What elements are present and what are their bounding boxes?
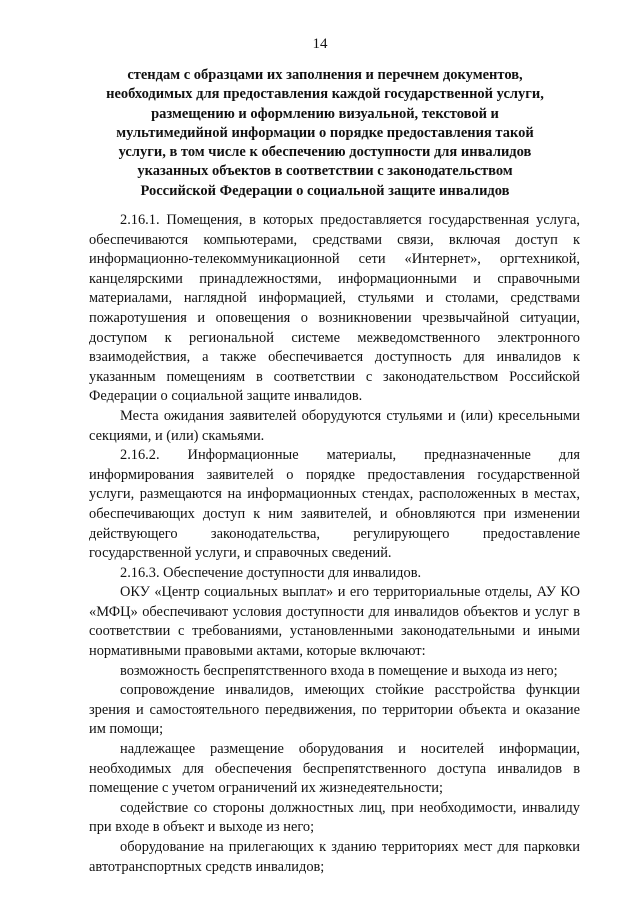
list-item-entrance: возможность беспрепятственного входа в помещение и выхода из него;	[120, 662, 558, 679]
page-number: 14	[312, 36, 328, 52]
paragraph-accessibility-conditions: ОКУ «Центр социальных выплат» и его территориальные отделы, АУ КО «МФЦ» обеспечивают условия доступности для инвалидов объектов и услуг в соответствии с требованиями, установленными законодательными и иными нормативными правовыми актами, которые включают:	[89, 584, 580, 660]
section-heading: стендам с образцами их заполнения и перечнем документов, необходимых для предоставления каждой государственной услуги, размещению и оформлению визуальной, текстовой и мультимедийной информации о порядке предоставления такой услуги, в том числе к обеспечению доступности для инвалидов указанных объектов в соответствии с законодательством Российской Федерации о социальной защите инвалидов	[106, 67, 544, 199]
document-body	[89, 211, 580, 877]
paragraph-2-16-2: 2.16.2. Информационные материалы, предназначенные для информирования заявителей о порядке предоставления государственной услуги, размещаются на информационных стендах, расположенных в местах, обеспечивающих доступ к ним заявителей, и обновляются при изменении действующего законодательства, регулирующего предоставление государственной услуги, и справочных сведений.	[89, 447, 580, 562]
paragraph-2-16-1: 2.16.1. Помещения, в которых предоставляется государственная услуга, обеспечиваются компьютерами, средствами связи, включая доступ к информационно-телекоммуникационной сети «Интернет», оргтехникой, канцелярскими принадлежностями, информационными и справочными материалами, наглядной информацией, стульями и столами, средствами пожаротушения и оповещения о возникновении чрезвычайной ситуации, доступом к региональной системе межведомственного электронного взаимодействия, а также обеспечивается доступность для инвалидов к указанным помещениям в соответствии с законодательством Российской Федерации о социальной защите инвалидов.	[89, 212, 580, 405]
list-item-equipment: надлежащее размещение оборудования и носителей информации, необходимых для обеспечения беспрепятственного доступа инвалидов в помещение с учетом ограничений их жизнедеятельности;	[89, 741, 580, 797]
list-item-escort: сопровождение инвалидов, имеющих стойкие расстройства функции зрения и самостоятельного передвижения, по территории объекта и оказание им помощи;	[89, 682, 580, 738]
list-item-assistance: содействие со стороны должностных лиц, при необходимости, инвалиду при входе в объект и выходе из него;	[89, 799, 580, 836]
list-item-parking: оборудование на прилегающих к зданию территориях мест для парковки автотранспортных средств инвалидов;	[89, 839, 580, 875]
paragraph-2-16-3: 2.16.3. Обеспечение доступности для инвалидов.	[120, 564, 422, 581]
paragraph-waiting-areas: Места ожидания заявителей оборудуются стульями и (или) кресельными секциями, и (или) скамьями.	[89, 407, 580, 444]
